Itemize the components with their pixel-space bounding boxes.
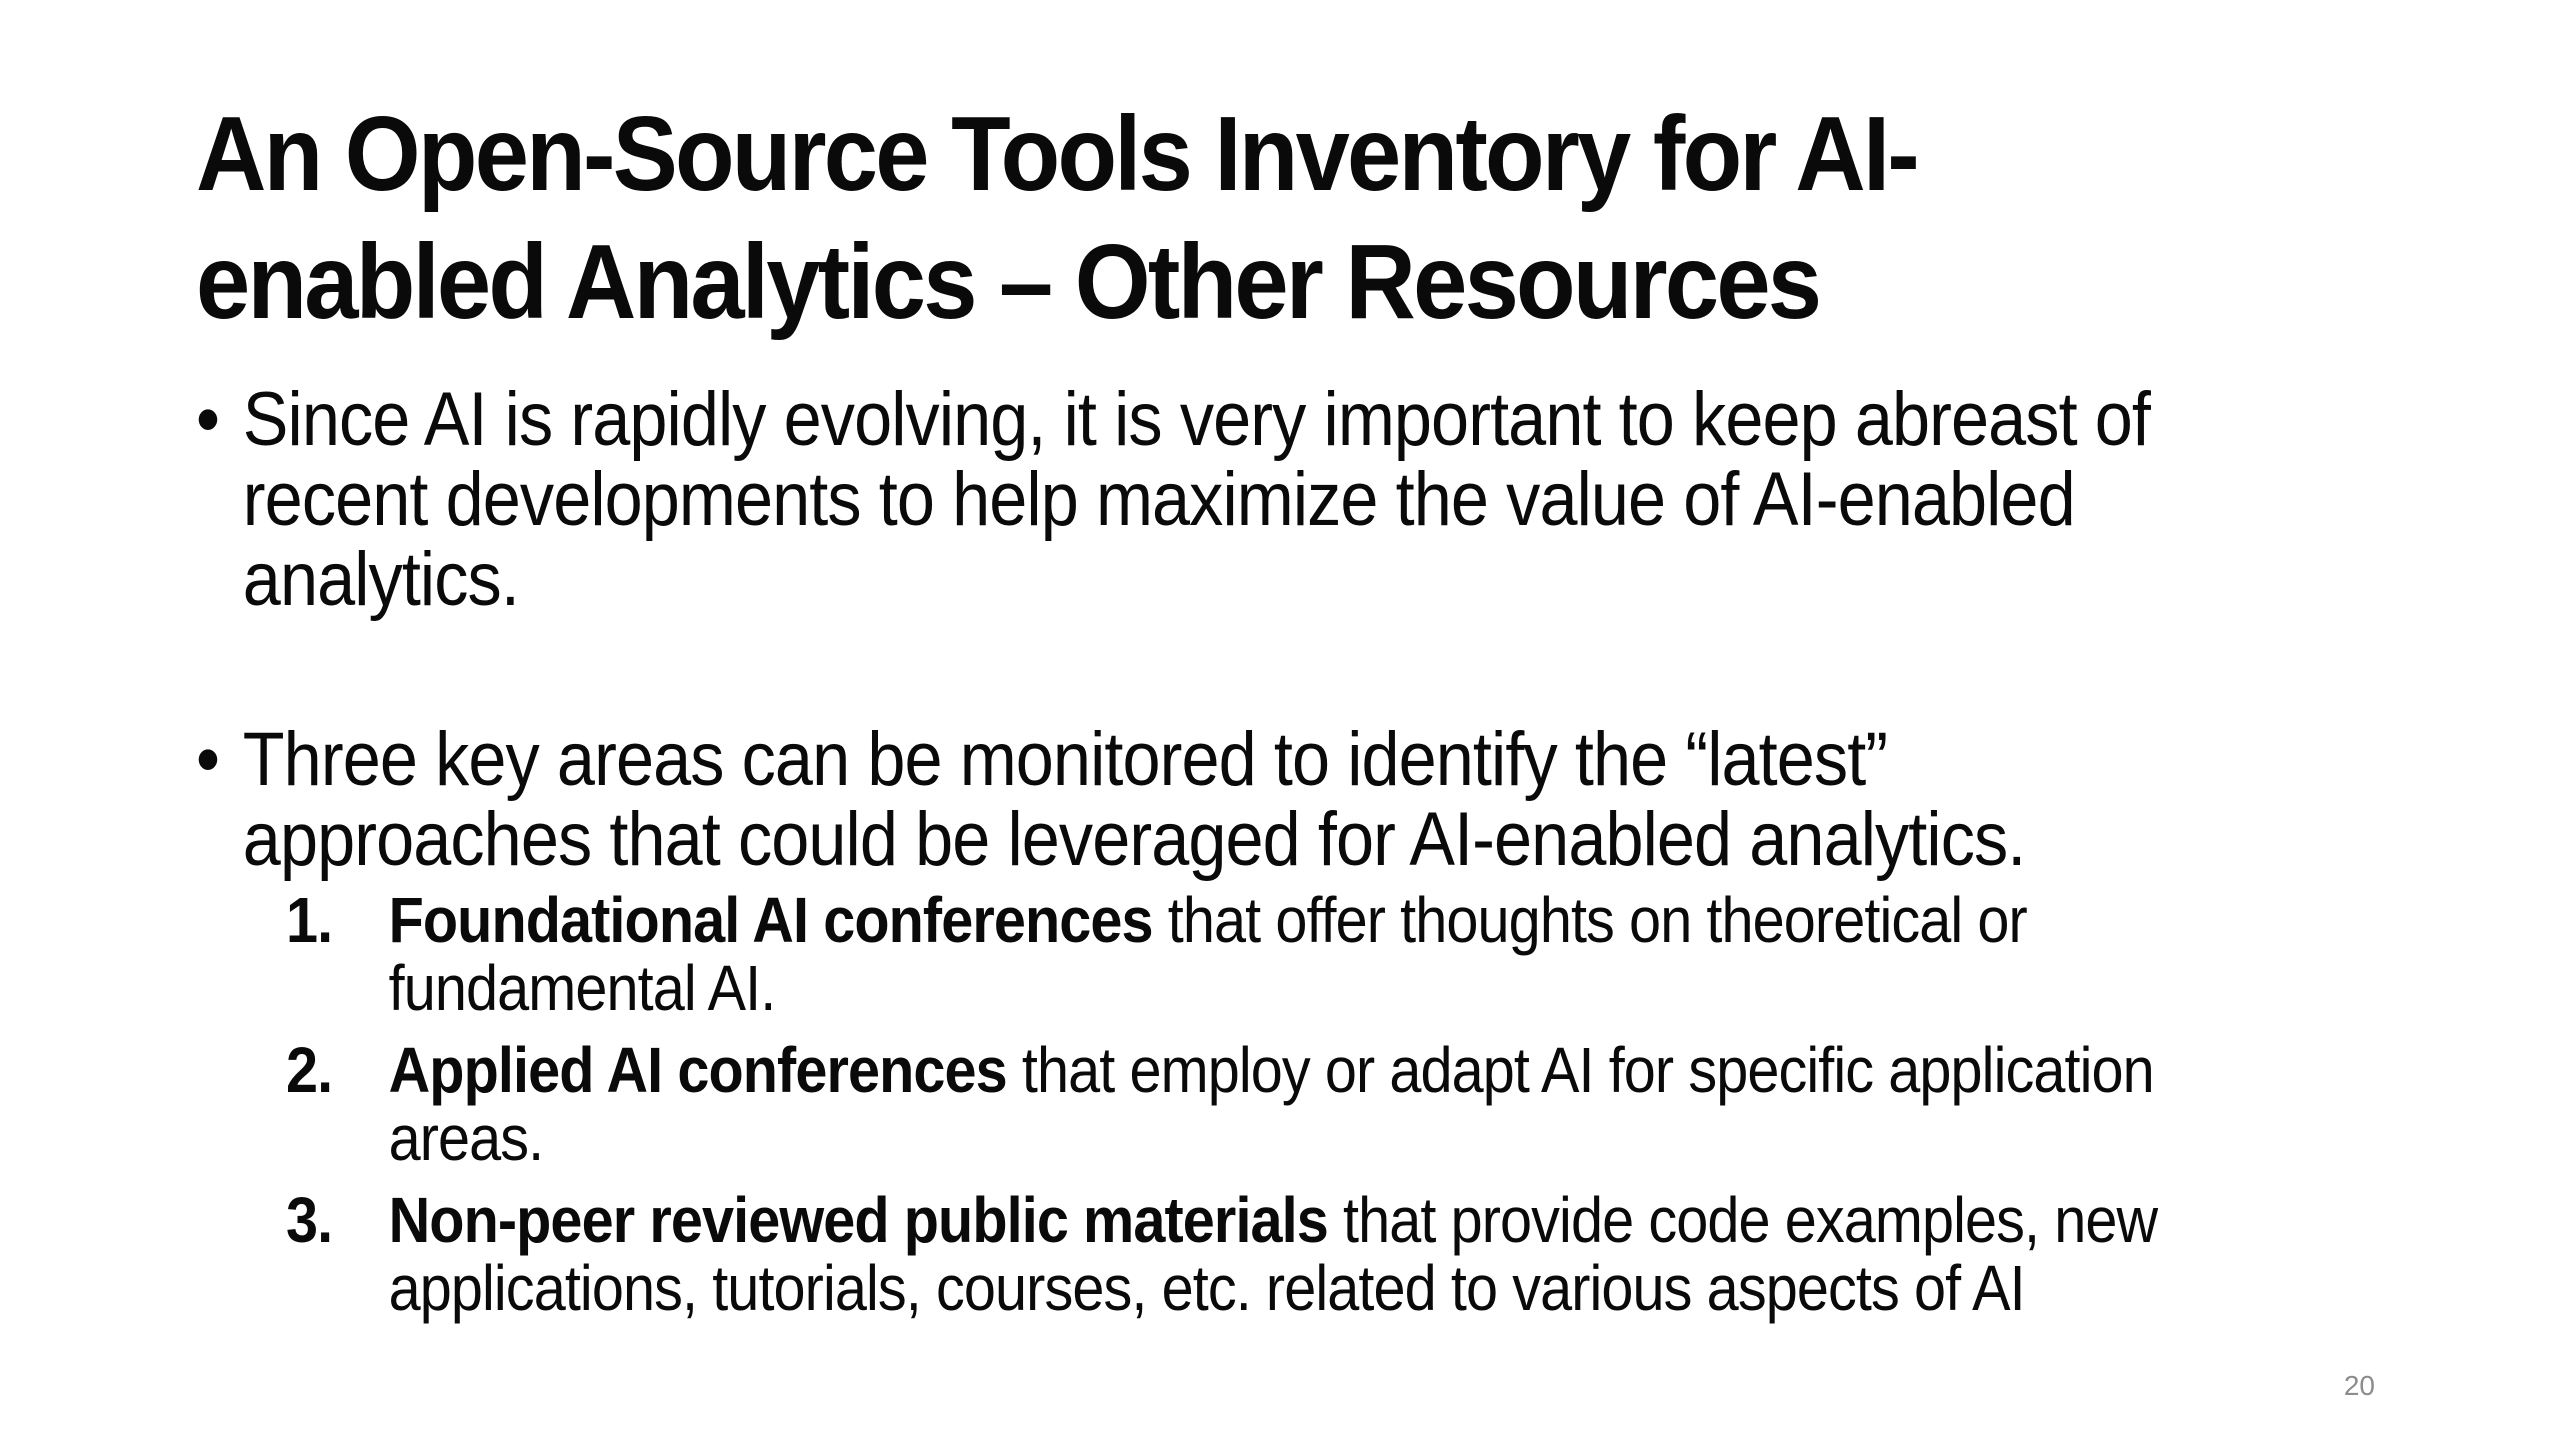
list-number: 3. — [286, 1184, 333, 1256]
numbered-list-item — [196, 1036, 2248, 1172]
list-item-text: that employ or adapt AI for specific application areas. — [388, 1034, 2154, 1174]
numbered-list-item — [196, 1186, 2248, 1322]
bullet-text: Since AI is rapidly evolving, it is very important to keep abreast of recent developments to help maximize the value of AI-enabled analytics. — [242, 377, 2151, 622]
list-number: 2. — [286, 1034, 333, 1106]
bullet-marker: • — [196, 717, 220, 802]
list-item-heading: Non-peer reviewed public materials — [388, 1184, 1328, 1256]
list-item-heading: Foundational AI conferences — [388, 884, 1153, 956]
numbered-list-item — [196, 886, 2248, 1022]
bullet-item — [196, 717, 2248, 882]
list-number: 1. — [286, 884, 333, 956]
slide-body — [196, 377, 2248, 1336]
numbered-list — [196, 886, 2248, 1322]
list-item-heading: Applied AI conferences — [388, 1034, 1007, 1106]
bullet-marker: • — [196, 377, 220, 462]
list-item-text: that provide code examples, new applications, tutorials, courses, etc. related to various aspects of AI — [388, 1184, 2158, 1324]
list-item-text: that offer thoughts on theoretical or fundamental AI. — [388, 884, 2027, 1024]
bullet-text: Three key areas can be monitored to identify the “latest” approaches that could be leveraged for AI-enabled analytics. — [242, 717, 2026, 882]
bullet-item — [196, 377, 2248, 622]
page-number: 20 — [2343, 1370, 2375, 1401]
slide-title: An Open-Source Tools Inventory for AI-enabled Analytics – Other Resources — [196, 95, 1918, 341]
